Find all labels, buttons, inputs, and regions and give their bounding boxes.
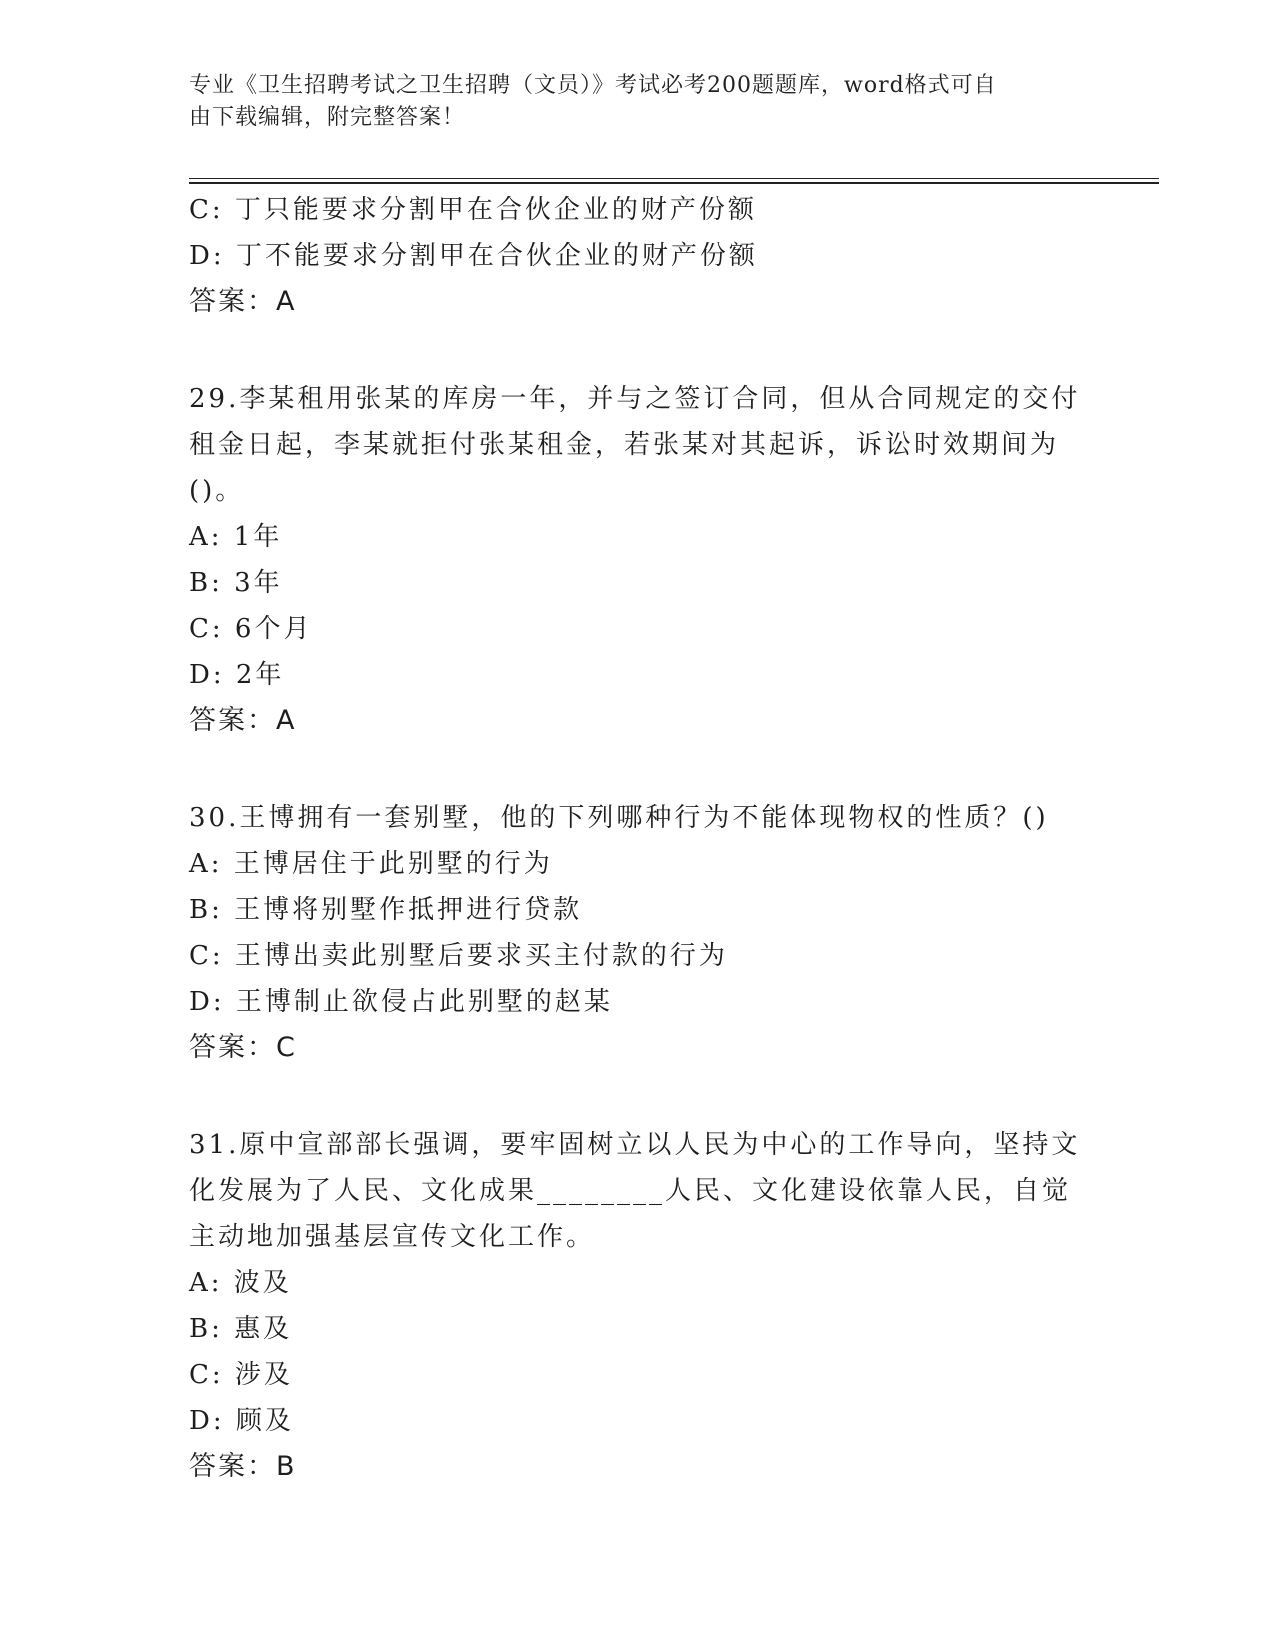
q31-stem-line-2: 化发展为了人民、文化成果________人民、文化建设依靠人民，自觉	[189, 1176, 1072, 1206]
q30-option-c: C: 王博出卖此别墅后要求买主付款的行为	[189, 941, 728, 971]
q29-stem-line-3: ()。	[189, 476, 245, 506]
q31-stem-line-1: 31.原中宣部部长强调，要牢固树立以人民为中心的工作导向，坚持文	[189, 1130, 1081, 1160]
q29-stem-line-2: 租金日起，李某就拒付张某租金，若张某对其起诉，诉讼时效期间为	[189, 430, 1060, 460]
prev-answer: 答案：A	[189, 286, 297, 317]
header-divider-thick	[189, 182, 1159, 184]
header-line-1: 专业《卫生招聘考试之卫生招聘（文员）》考试必考200题题库，word格式可自	[189, 73, 997, 98]
q29-answer: 答案：A	[189, 705, 297, 736]
q29-option-c: C: 6个月	[189, 614, 313, 644]
q29-option-a: A: 1年	[189, 522, 283, 552]
q30-option-b: B: 王博将别墅作抵押进行贷款	[189, 895, 583, 925]
q31-stem-line-3: 主动地加强基层宣传文化工作。	[189, 1222, 596, 1252]
q30-option-a: A: 王博居住于此别墅的行为	[189, 849, 553, 879]
q31-option-b: B: 惠及	[189, 1314, 293, 1344]
document-header	[189, 70, 1069, 134]
q31-option-d: D: 顾及	[189, 1406, 294, 1436]
q31-answer: 答案：B	[189, 1451, 297, 1482]
header-line-2: 由下载编辑，附完整答案！	[189, 105, 466, 130]
prev-option-d: D: 丁不能要求分割甲在合伙企业的财产份额	[189, 241, 758, 271]
q29-stem-line-1: 29.李某租用张某的库房一年，并与之签订合同，但从合同规定的交付	[189, 384, 1081, 414]
q29-option-d: D: 2年	[189, 660, 285, 690]
q30-answer: 答案：C	[189, 1032, 297, 1063]
q31-option-a: A: 波及	[189, 1268, 292, 1298]
q30-option-d: D: 王博制止欲侵占此别墅的赵某	[189, 987, 613, 1017]
header-divider-thin	[189, 178, 1159, 179]
q29-option-b: B: 3年	[189, 568, 283, 598]
q30-stem-line-1: 30.王博拥有一套别墅，他的下列哪种行为不能体现物权的性质？()	[189, 803, 1049, 833]
prev-option-c: C: 丁只能要求分割甲在合伙企业的财产份额	[189, 195, 757, 225]
q31-option-c: C: 涉及	[189, 1360, 293, 1390]
